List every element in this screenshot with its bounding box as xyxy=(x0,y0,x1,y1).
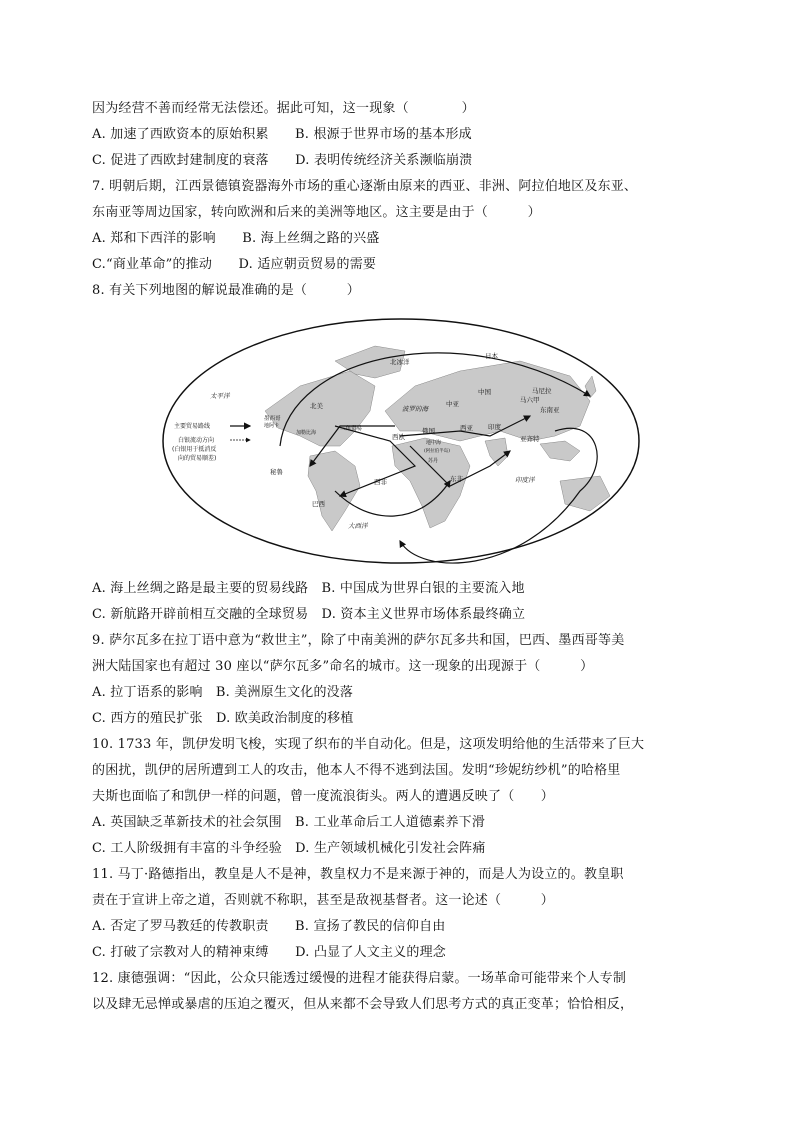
q6-stem-line: 因为经营不善而经常无法偿还。据此可知，这一现象（ ） xyxy=(92,101,475,116)
label-western-europe: 西欧 xyxy=(392,433,405,441)
q7-options-cd: C.“商业革命”的推动 D. 适应朝贡贸易的需要 xyxy=(92,257,377,272)
label-east-africa: 东非 xyxy=(450,475,463,483)
q10-stem-line1: 10. 1733 年，凯伊发明飞梭，实现了织布的半自动化。但是，这项发明给他的生活带来了巨大 xyxy=(92,737,645,752)
world-trade-map xyxy=(160,316,642,566)
label-brazil: 巴西 xyxy=(312,500,325,508)
label-india: 印度 xyxy=(488,423,501,431)
label-mexico: 墨西哥 xyxy=(264,416,281,422)
legend-silver-3: 向的贸易顺差) xyxy=(178,455,217,462)
label-caribbean: 加勒比海 xyxy=(296,430,317,436)
label-sudan: 苏丹 xyxy=(428,458,439,464)
q9-stem-line2: 洲大陆国家也有超过 30 座以“萨尔瓦多”命名的城市。这一现象的出现源于（ ） xyxy=(92,659,594,674)
q11-stem-line2: 责在于宣讲上帝之道，否则就不称职，甚至是敌视基督者。这一论述（ ） xyxy=(92,893,555,908)
label-central-asia: 中亚 xyxy=(446,400,459,408)
q7-stem-line1: 7. 明朝后期，江西景德镇瓷器海外市场的重心逐渐由原来的西亚、非洲、阿拉伯地区及东亚、 xyxy=(92,179,638,194)
q12-stem-line2: 以及肆无忌惮或暴虐的压迫之覆灭，但从来都不会导致人们思考方式的真正变革；恰恰相反， xyxy=(92,997,634,1012)
label-japan: 日本 xyxy=(485,352,498,360)
label-mediterranean: 地中海 xyxy=(426,440,442,446)
label-southeast-asia: 东南亚 xyxy=(540,406,560,414)
q11-options-cd: C. 打破了宗教对人的精神束缚 D. 凸显了人文主义的理念 xyxy=(92,945,446,960)
q12-stem-line1: 12. 康德强调：“因此，公众只能透过缓慢的进程才能获得启蒙。一场革命可能带来个人专制 xyxy=(92,971,627,986)
q9-options-ab: A. 拉丁语系的影响 B. 美洲原生文化的没落 xyxy=(92,685,354,700)
legend-route: 主要贸易路线 xyxy=(174,423,211,430)
label-baltic: 波罗的海 xyxy=(402,405,428,413)
label-russia: 俄国 xyxy=(422,427,435,435)
q7-options-ab: A. 郑和下西洋的影响 B. 海上丝绸之路的兴盛 xyxy=(92,231,380,246)
label-west-africa: 西非 xyxy=(374,478,387,486)
label-north-america: 北美 xyxy=(310,402,323,410)
legend-silver-2: (白银用于抵消反 xyxy=(172,446,217,453)
q9-stem-line1: 9. 萨尔瓦多在拉丁语中意为“救世主”，除了中南美洲的萨尔瓦多共和国，巴西、墨西哥等美 xyxy=(92,633,625,648)
q10-stem-line2: 的困扰，凯伊的居所遭到工人的攻击，他本人不得不逃到法国。发明“珍妮纺纱机”的哈格里 xyxy=(92,763,621,778)
label-pacific: 太平洋 xyxy=(210,392,230,400)
label-indian-ocean: 印度洋 xyxy=(515,476,535,484)
q8-options-cd: C. 新航路开辟前相互交融的全球贸易 D. 资本主义世界市场体系最终确立 xyxy=(92,607,526,622)
q10-stem-line3: 夫斯也面临了和凯伊一样的问题，曾一度流浪街头。两人的遭遇反映了（ ） xyxy=(92,789,555,804)
label-china: 中国 xyxy=(478,388,491,396)
q6-options-ab: A. 加速了西欧资本的原始积累 B. 根源于世界市场的基本形成 xyxy=(92,127,472,142)
label-triangle-trade: 三角贸易 xyxy=(340,426,363,432)
label-arctic: 北冰洋 xyxy=(390,358,410,366)
q6-options-cd: C. 促进了西欧封建制度的衰落 D. 表明传统经济关系濒临崩溃 xyxy=(92,153,473,168)
legend-silver-1: 白银流动方向 xyxy=(178,437,215,444)
label-arabia: (阿拉伯半岛) xyxy=(424,449,451,454)
label-atlantic: 大西洋 xyxy=(348,522,368,530)
label-malacca: 马六甲 xyxy=(520,396,540,404)
q11-stem-line1: 11. 马丁·路德指出，教皇是人不是神，教皇权力不是来源于神的，而是人为设立的。教皇职 xyxy=(92,867,624,882)
q8-options-ab: A. 海上丝绸之路是最主要的贸易线路 B. 中国成为世界白银的主要流入地 xyxy=(92,581,525,596)
label-peru: 秘鲁 xyxy=(270,468,283,476)
label-west-asia: 西亚 xyxy=(460,424,473,432)
q10-options-ab: A. 英国缺乏革新技术的社会氛围 B. 工业革命后工人道德素养下滑 xyxy=(92,815,486,830)
label-manila: 马尼拉 xyxy=(532,387,552,395)
q11-options-ab: A. 否定了罗马教廷的传教职责 B. 宣扬了教民的信仰自由 xyxy=(92,919,446,934)
q10-options-cd: C. 工人阶级拥有丰富的斗争经验 D. 生产领域机械化引发社会阵痛 xyxy=(92,841,486,856)
label-aceh: 亚齐特 xyxy=(520,435,540,443)
q7-stem-line2: 东南亚等周边国家，转向欧洲和后来的美洲等地区。这主要是由于（ ） xyxy=(92,205,541,220)
q9-options-cd: C. 西方的殖民扩张 D. 欧美政治制度的移植 xyxy=(92,711,354,726)
q8-stem: 8. 有关下列地图的解说最准确的是（ ） xyxy=(92,283,360,298)
label-mexico-2: 地阿卡 xyxy=(264,423,280,429)
